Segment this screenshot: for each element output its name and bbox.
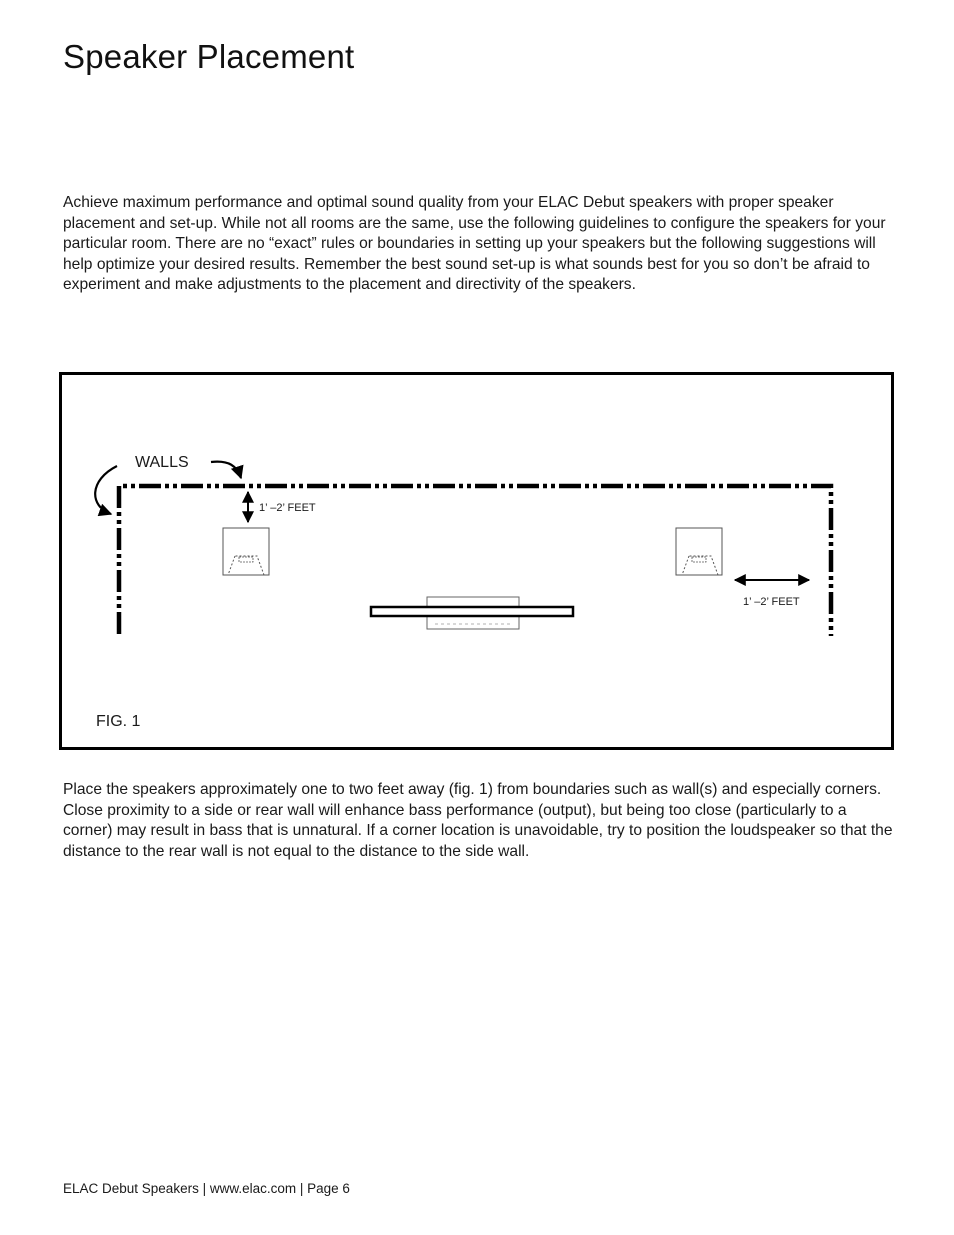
figure-frame bbox=[61, 374, 893, 749]
tv-unit bbox=[371, 597, 573, 629]
room-diagram bbox=[59, 372, 894, 750]
page-footer: ELAC Debut Speakers | www.elac.com | Page 6 bbox=[63, 1181, 350, 1196]
placement-paragraph: Place the speakers approximately one to two feet away (fig. 1) from boundaries such as wall(s) and especially corners. Close proximity to a side or rear wall will enhance bass performance (output), but being too close (particularly to a corner) may result in bass that is unnatural. If a corner location is unavoidable, try to position the loudspeaker so that the distance to the rear wall is not equal to the distance to the side wall. bbox=[63, 781, 893, 860]
walls-arrow-left bbox=[95, 466, 117, 514]
rear-distance-label: 1’ –2’ FEET bbox=[259, 502, 316, 514]
intro-paragraph: Achieve maximum performance and optimal sound quality from your ELAC Debut speakers with proper speaker placement and set-up. While not all rooms are the same, use the following guidelines to configure the speakers for your particular room. There are no “exact” rules or boundaries in setting up your speakers but the following suggestions will help optimize your desired results. Remember the best sound set-up is what sounds best for you so don’t be afraid to experiment and make adjustments to the placement and directivity of the speakers. bbox=[63, 194, 886, 294]
speaker-placement-figure bbox=[59, 372, 894, 750]
page-title: Speaker Placement bbox=[63, 38, 355, 75]
figure-caption: FIG. 1 bbox=[96, 713, 141, 730]
speaker-left bbox=[223, 528, 269, 575]
speaker-right bbox=[676, 528, 722, 575]
side-distance-label: 1’ –2’ FEET bbox=[743, 596, 800, 608]
walls-label: WALLS bbox=[135, 454, 189, 471]
walls-arrow-right bbox=[211, 462, 241, 478]
